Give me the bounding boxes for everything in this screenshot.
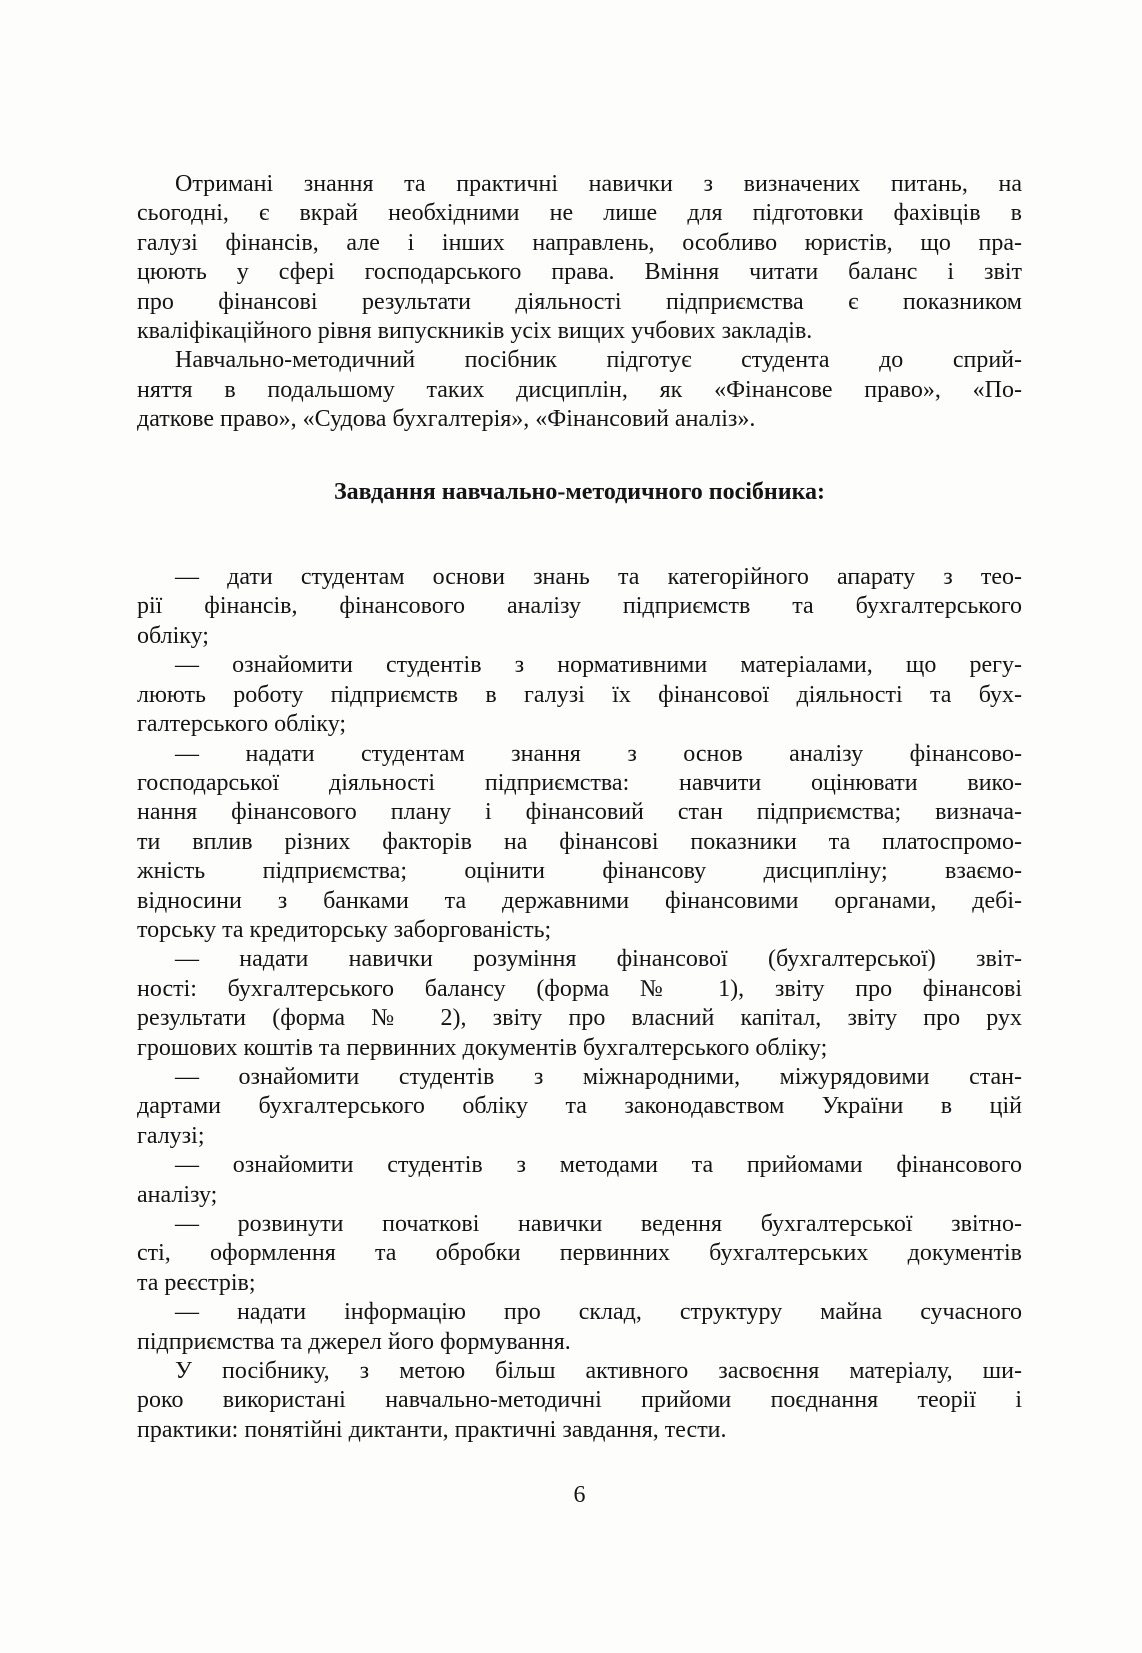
text-line: кваліфікаційного рівня випускників усіх вищих учбових закладів. [137, 318, 813, 345]
text-line: та реєстрів; [137, 1269, 256, 1296]
text-line: — надати навички розуміння фінансової (бухгалтерської) звіт- [175, 946, 1022, 973]
text-line: галузі фінансів, але і інших направлень, особливо юристів, що пра- [137, 229, 1022, 256]
text-line: — розвинути початкові навички ведення бухгалтерської звітно- [175, 1211, 1022, 1237]
paragraph [137, 563, 1022, 651]
paragraph [137, 1151, 1022, 1210]
text-line: няття в подальшому таких дисциплін, як «Фінансове право», «По- [137, 376, 1022, 403]
paragraph [137, 651, 1022, 739]
page-number: 6 [573, 1482, 586, 1509]
text-line: галтерського обліку; [137, 711, 347, 738]
text-line: відносини з банками та державними фінансовими органами, дебі- [137, 887, 1022, 914]
text-line: даткове право», «Судова бухгалтерія», «Фінансовий аналіз». [137, 406, 756, 433]
paragraph [137, 945, 1022, 1063]
text-line: — ознайомити студентів з міжнародними, міжурядовими стан- [175, 1063, 1022, 1090]
text-line: дартами бухгалтерського обліку та законодавством України в цій [137, 1093, 1022, 1120]
text-line: підприємства та джерел його формування. [137, 1328, 571, 1355]
text-line: Навчально-методичний посібник підготує студента до сприй- [175, 347, 1022, 374]
text-line: результати (форма № 2), звіту про власний капітал, звіту про рух [137, 1005, 1022, 1032]
text-line: — ознайомити студентів з методами та прийомами фінансового [175, 1152, 1022, 1179]
text-line: — ознайомити студентів з нормативними матеріалами, що регу- [175, 652, 1022, 679]
text-line: грошових коштів та первинних документів бухгалтерського обліку; [137, 1034, 828, 1061]
text-line: У посібнику, з метою більш активного засвоєння матеріалу, ши- [175, 1358, 1022, 1385]
paragraph [137, 740, 1022, 946]
paragraph [137, 1298, 1022, 1357]
text-line: Отримані знання та практичні навички з визначених питань, на [175, 171, 1022, 197]
paragraph [137, 1063, 1022, 1151]
text-line: нання фінансового плану і фінансовий стан підприємства; визнача- [137, 799, 1022, 826]
text-line: цюють у сфері господарського права. Вміння читати баланс і звіт [137, 259, 1022, 286]
paragraph [137, 1210, 1022, 1298]
text-line: — надати інформацію про склад, структуру майна сучасного [175, 1299, 1022, 1326]
text-line: практики: понятійні диктанти, практичні завдання, тести. [137, 1416, 727, 1443]
text-line: галузі; [137, 1122, 205, 1149]
text-line: про фінансові результати діяльності підприємства є показником [137, 288, 1022, 315]
paragraph [137, 346, 1022, 434]
text-line: ти вплив різних факторів на фінансові показники та платоспромо- [137, 828, 1022, 855]
text-line: люють роботу підприємств в галузі їх фінансової діяльності та бух- [137, 681, 1022, 708]
text-line: обліку; [137, 622, 209, 649]
text-line: сьогодні, є вкрай необхідними не лише для підготовки фахівців в [137, 200, 1022, 227]
text-line: роко використані навчально-методичні прийоми поєднання теорії і [137, 1387, 1022, 1414]
text-line: ності: бухгалтерського балансу (форма № 1), звіту про фінансові [137, 975, 1022, 1002]
text-line: — надати студентам знання з основ аналізу фінансово- [175, 740, 1022, 767]
text-line: жність підприємства; оцінити фінансову дисципліну; взаємо- [137, 858, 1022, 885]
text-line: торську та кредиторську заборгованість; [137, 916, 552, 943]
text-line: господарської діяльності підприємства: навчити оцінювати вико- [137, 769, 1022, 796]
section-heading: Завдання навчально-методичного посібника: [333, 478, 826, 505]
text-line: — дати студентам основи знань та категорійного апарату з тео- [175, 564, 1022, 591]
paragraph [137, 170, 1022, 346]
text-line: аналізу; [137, 1181, 218, 1208]
paragraph [137, 1357, 1022, 1445]
text-line: рії фінансів, фінансового аналізу підприємств та бухгалтерського [137, 593, 1022, 620]
text-line: сті, оформлення та обробки первинних бухгалтерських документів [137, 1240, 1022, 1267]
